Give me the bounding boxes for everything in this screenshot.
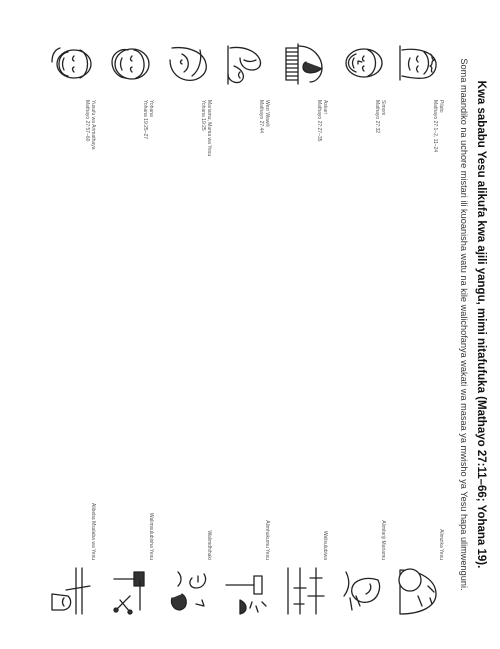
two-thieves-icon — [224, 40, 270, 86]
mary-veiled-icon — [166, 40, 212, 86]
scripture-reference: Mathayo 27:32 — [373, 100, 380, 134]
person-name: Mariamu, Mama wa Yesu — [206, 100, 212, 157]
person-label — [257, 100, 270, 220]
matching-row — [44, 0, 100, 649]
matching-row — [334, 0, 390, 649]
scripture-reference: Mathayo 27:57–60 — [83, 100, 90, 142]
cross-carrier-icon — [48, 566, 96, 616]
page-title: Kwa sababu Yesu alikufa kwa ajili yangu, mimi nitafufuka (Mathayo 27:11–66; Yohana 19). — [475, 80, 487, 569]
matching-row — [218, 0, 274, 649]
matching-row — [160, 0, 216, 649]
mocking-faces-icon — [164, 566, 212, 616]
person-label — [83, 100, 96, 220]
person-name: Yohana — [148, 100, 154, 117]
person-label — [315, 100, 328, 220]
hammer-nails-icon — [106, 566, 154, 616]
scripture-reference: Yohana 19:25–27 — [141, 100, 148, 140]
person-label — [373, 100, 386, 220]
matching-row — [102, 0, 158, 649]
soldier-helmet-icon — [282, 40, 328, 86]
action-label: Alimhukumu Yesu — [264, 520, 270, 560]
action-label: Alibeba Msalaba wa Yesu — [90, 503, 96, 560]
joseph-portrait-icon — [50, 40, 96, 86]
comforting-hands-icon — [338, 566, 386, 616]
person-label — [199, 100, 212, 220]
person-name: Yusufu wa Arimathaya — [90, 100, 96, 150]
three-crosses-icon — [280, 566, 328, 616]
person-name: Askari — [322, 100, 328, 114]
action-label: Alimzika Yesu — [438, 529, 444, 560]
simon-portrait-icon — [340, 40, 386, 86]
action-label: Walimdhihaki — [206, 530, 212, 560]
scripture-reference: Mathayo 27:27–35 — [315, 100, 322, 142]
person-name: Simoni — [380, 100, 386, 116]
gavel-icon — [222, 566, 270, 616]
person-name: Pilato — [438, 100, 444, 113]
scripture-reference: Yohana 19:25 — [199, 100, 206, 131]
person-label — [141, 100, 154, 220]
action-label: Walimsulubisha Yesu — [148, 512, 154, 560]
pilate-portrait-icon — [398, 40, 444, 86]
scripture-reference: Mathayo 27:44 — [257, 100, 264, 134]
matching-row — [392, 0, 448, 649]
scripture-reference: Mathayo 27:1–2, 11–24 — [431, 100, 438, 153]
person-label — [431, 100, 444, 220]
matching-row — [276, 0, 332, 649]
action-label: Walisulubiwa — [322, 531, 328, 560]
person-name: Wezi Wawili — [264, 100, 270, 127]
john-portrait-icon — [108, 40, 154, 86]
tomb-stone-icon — [396, 566, 444, 616]
instructions: Soma maandiko na uchore mistari ili kuoanisha watu na kile walichofanya wakati wa masaa ya mwisho ya Yesu hapa ulimwenguni. — [459, 58, 469, 591]
action-label: Alimfariji Mariamu — [380, 520, 386, 560]
